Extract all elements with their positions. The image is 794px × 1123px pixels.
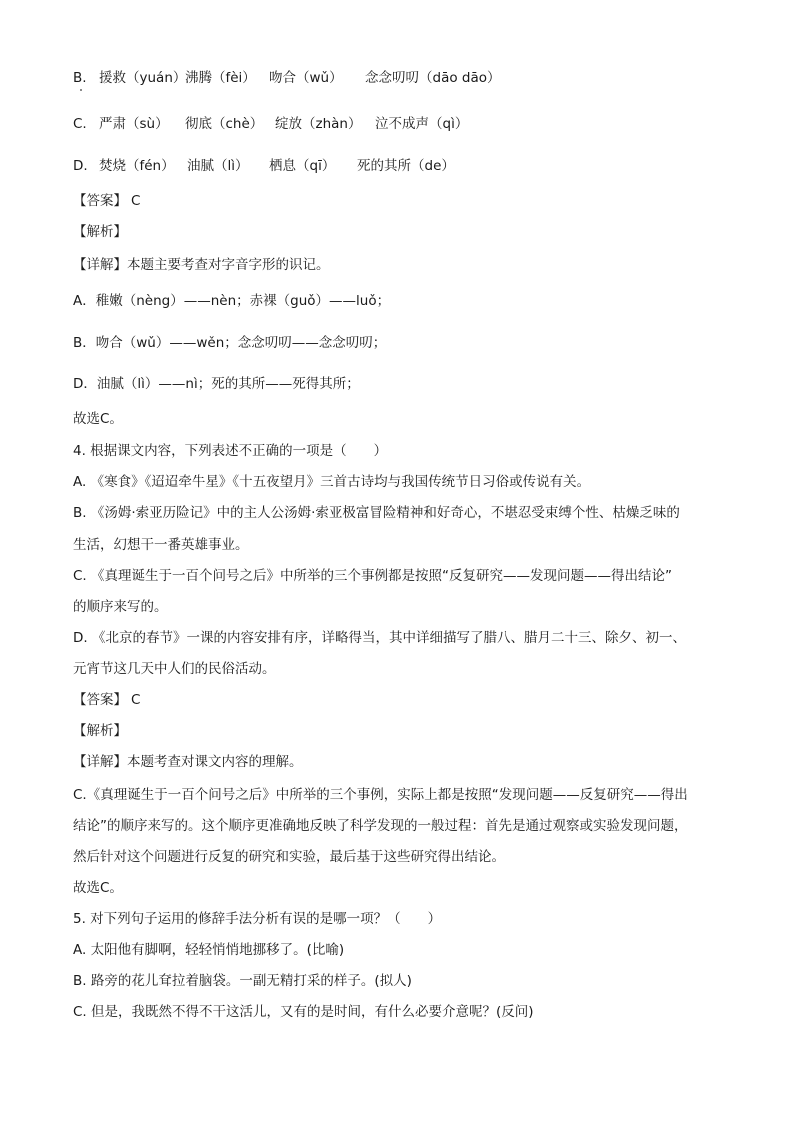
q4-explanation-line1: C.《真理诞生于一百个问号之后》中所举的三个事例，实际上都是按照“发现问题——反复研究——得出 [73,787,688,803]
q4-option-a: A. 《寒食》《迢迢牵牛星》《十五夜望月》三首古诗均与我国传统节日习俗或传说有关。 [73,474,591,490]
q3-explanation-a: A．稚嫩（nèng）——nèn；赤裸（guǒ）——luǒ； [73,293,391,309]
q4-explanation-line2: 结论”的顺序来写的。这个顺序更准确地反映了科学发现的一般过程：首先是通过观察或实验发现问题， [73,818,688,834]
q3-answer [73,191,733,211]
q4-option-b-line1: B. 《汤姆·索亚历险记》中的主人公汤姆·索亚极富冒险精神和好奇心，不堪忍受束缚个性、枯燥乏味的 [73,505,680,521]
q3-explanation-d: D．油腻（lì）——nì；死的其所——死得其所； [73,376,360,392]
q4-explanation-line3: 然后针对这个问题进行反复的研究和实验，最后基于这些研究得出结论。 [73,849,505,865]
q4-option-d-line1: D. 《北京的春节》一课的内容安排有序，详略得当，其中详细描写了腊八、腊月二十三、除夕、初一、 [73,630,686,646]
option-item: 严肃（sù） [99,116,169,132]
answer-tag: 【答案】 [73,692,127,708]
option-item: 彻底（chè） [185,116,264,132]
option-item: 绽放（zhàn） [275,116,362,132]
option-label: C. [73,116,87,132]
option-item: 援救（yuán） [99,70,187,86]
option-item: 焚烧（fén） [99,158,175,174]
q5-option-c: C. 但是，我既然不得不干这活儿，又有的是时间，有什么必要介意呢？(反问) [73,1004,534,1020]
q3-analysis-tag: 【解析】 [73,224,127,240]
q4-conclusion: 故选C。 [73,880,123,896]
q3-detail: 【详解】本题主要考查对字音字形的识记。 [73,257,330,273]
option-item: 念念叨叨（dāo dāo） [365,70,501,86]
option-item: 泣不成声（qì） [375,116,469,132]
q4-option-b-line2: 生活，幻想干一番英雄事业。 [73,537,249,553]
q3-option-b [73,68,733,88]
q5-option-a: A. 太阳他有脚啊，轻轻悄悄地挪移了。(比喻) [73,942,345,958]
option-item: 油腻（lì） [187,158,249,174]
q3-option-d [73,156,733,176]
q4-detail: 【详解】本题考查对课文内容的理解。 [73,754,303,770]
q3-option-c [73,114,733,134]
q4-analysis-tag: 【解析】 [73,723,127,739]
option-item: 死的其所（de） [357,158,455,174]
option-item: 沸腾（fèi） [185,70,256,86]
q4-option-c-line1: C. 《真理诞生于一百个问号之后》中所举的三个事例都是按照“反复研究——发现问题——得出结论” [73,568,672,584]
option-item: 吻合（wǔ） [269,70,343,86]
q4-option-d-line2: 元宵节这几天中人们的民俗活动。 [73,661,276,677]
answer-value: C [131,692,141,708]
option-label: B. [73,70,87,86]
q4-answer [73,690,733,710]
q3-conclusion: 故选C。 [73,411,123,427]
q5-stem: 5. 对下列句子运用的修辞手法分析有误的是哪一项？（ ） [73,911,442,927]
option-label: D. [73,158,88,174]
stray-dot [80,89,82,91]
q5-option-b: B. 路旁的花儿耷拉着脑袋。一副无精打采的样子。(拟人) [73,973,412,989]
q4-option-c-line2: 的顺序来写的。 [73,599,168,615]
q3-explanation-b: B．吻合（wǔ）——wěn；念念叨叨——念念叨叨； [73,335,387,351]
option-item: 栖息（qī） [269,158,336,174]
answer-tag: 【答案】 [73,193,127,209]
q4-stem: 4. 根据课文内容，下列表述不正确的一项是（ ） [73,443,388,459]
answer-value: C [131,193,141,209]
